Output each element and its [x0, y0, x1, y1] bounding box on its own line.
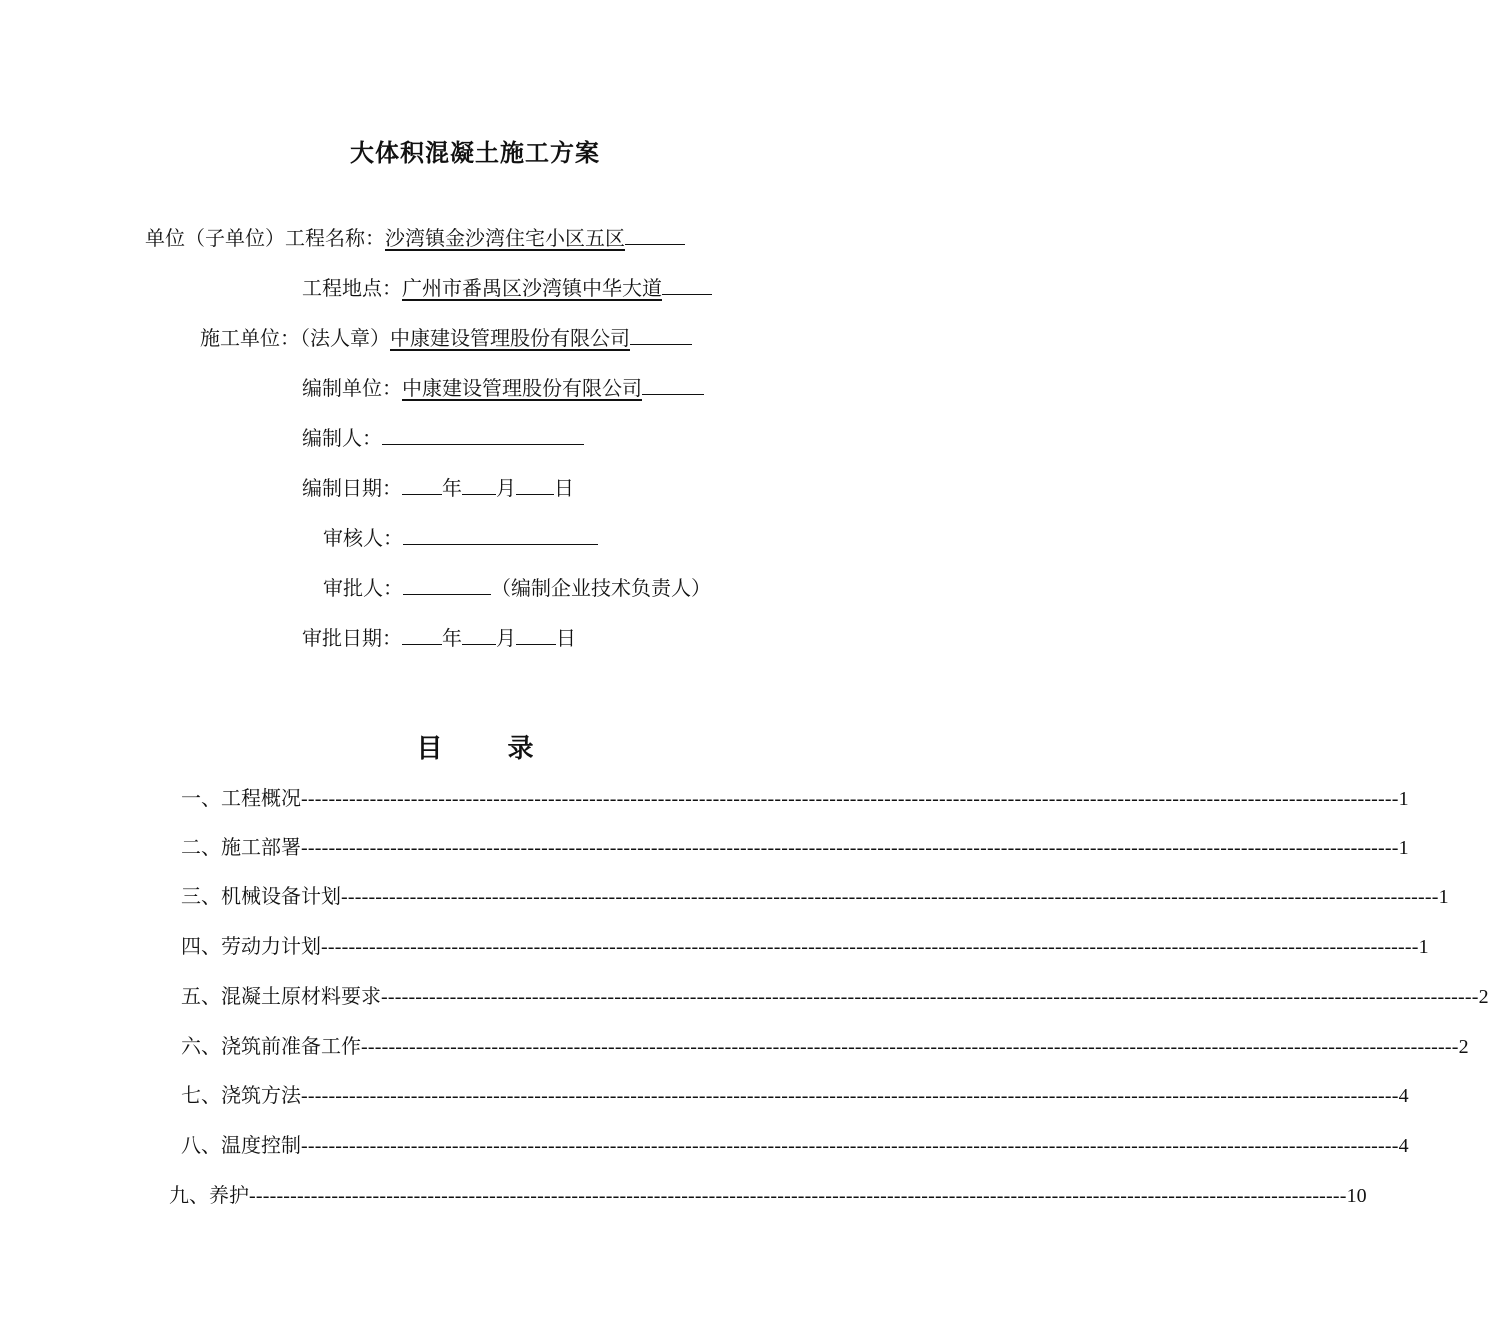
reviewer-label: 审核人：	[323, 526, 403, 550]
project-name-value: 沙湾镇金沙湾住宅小区五区	[385, 226, 625, 250]
toc-item[interactable]	[181, 981, 1489, 1011]
toc-item-page: 2	[1458, 1036, 1469, 1058]
toc-item[interactable]	[169, 1180, 1367, 1210]
compiler-unit-underline	[642, 372, 704, 395]
toc-item-label: 五、混凝土原材料要求	[181, 984, 381, 1008]
builder-underline	[630, 322, 692, 345]
location-value: 广州市番禺区沙湾镇中华大道	[402, 276, 662, 300]
toc-item[interactable]	[181, 832, 1409, 862]
approve-day-label: 日	[556, 626, 576, 650]
toc-item-page: 10	[1346, 1185, 1367, 1207]
builder-value: 中康建设管理股份有限公司	[390, 326, 630, 350]
approver-row	[323, 572, 711, 602]
compiler-row	[302, 422, 584, 452]
toc-item-page: 2	[1478, 986, 1489, 1008]
toc-item-label: 九、养护	[169, 1183, 249, 1207]
toc-item-label: 三、机械设备计划	[181, 884, 341, 908]
toc-item-label: 八、温度控制	[181, 1133, 301, 1157]
toc-item-label: 六、浇筑前准备工作	[181, 1034, 361, 1058]
compile-month-blank[interactable]	[462, 472, 496, 495]
toc-leader: ----------------------------------------------------------------------------------------------------------------------------------------------------------------	[301, 837, 1399, 859]
location-label: 工程地点：	[302, 276, 402, 300]
compiler-unit-value: 中康建设管理股份有限公司	[402, 376, 642, 400]
toc-item[interactable]	[181, 931, 1429, 961]
project-name-row	[145, 222, 685, 252]
toc-title: 目 录	[416, 734, 562, 764]
compile-date-label: 编制日期：	[302, 476, 402, 500]
approve-day-blank[interactable]	[516, 622, 556, 645]
location-underline	[662, 272, 712, 295]
toc-item-page: 1	[1398, 837, 1409, 859]
compiler-unit-row	[302, 372, 704, 402]
approve-year-blank[interactable]	[402, 622, 442, 645]
project-name-underline	[625, 222, 685, 245]
compiler-unit-label: 编制单位：	[302, 376, 402, 400]
approve-year-label: 年	[442, 626, 462, 650]
reviewer-blank[interactable]	[403, 522, 598, 545]
toc-item-label: 四、劳动力计划	[181, 934, 321, 958]
toc-item[interactable]	[181, 881, 1449, 911]
toc-leader: ----------------------------------------------------------------------------------------------------------------------------------------------------------------	[361, 1036, 1459, 1058]
toc-item-page: 1	[1398, 788, 1409, 810]
approve-date-row	[302, 622, 576, 652]
toc-item-label: 二、施工部署	[181, 835, 301, 859]
approver-note: （编制企业技术负责人）	[491, 576, 711, 600]
toc-leader: ----------------------------------------------------------------------------------------------------------------------------------------------------------------	[321, 936, 1419, 958]
toc-item-label: 一、工程概况	[181, 786, 301, 810]
compile-year-label: 年	[442, 476, 462, 500]
toc-leader: ----------------------------------------------------------------------------------------------------------------------------------------------------------------	[341, 886, 1439, 908]
toc-leader: ----------------------------------------------------------------------------------------------------------------------------------------------------------------	[381, 986, 1479, 1008]
compiler-blank[interactable]	[382, 422, 584, 445]
document-title: 大体积混凝土施工方案	[350, 138, 600, 167]
reviewer-row	[323, 522, 598, 552]
toc-item-label: 七、浇筑方法	[181, 1083, 301, 1107]
toc-item-page: 1	[1418, 936, 1429, 958]
compile-day-label: 日	[554, 476, 574, 500]
approver-label: 审批人：	[323, 576, 403, 600]
compile-year-blank[interactable]	[402, 472, 442, 495]
toc-item[interactable]	[181, 1031, 1469, 1061]
compile-month-label: 月	[496, 476, 516, 500]
toc-item[interactable]	[181, 1130, 1409, 1160]
approve-month-blank[interactable]	[462, 622, 496, 645]
builder-row	[200, 322, 692, 352]
toc-leader: ----------------------------------------------------------------------------------------------------------------------------------------------------------------	[301, 1085, 1399, 1107]
compiler-label: 编制人：	[302, 426, 382, 450]
toc-leader: ----------------------------------------------------------------------------------------------------------------------------------------------------------------	[301, 1135, 1399, 1157]
toc-item-page: 4	[1398, 1135, 1409, 1157]
toc-item[interactable]	[181, 783, 1409, 813]
project-name-label: 单位（子单位）工程名称：	[145, 226, 385, 250]
approve-date-label: 审批日期：	[302, 626, 402, 650]
approver-blank[interactable]	[403, 572, 491, 595]
toc-item-page: 1	[1438, 886, 1449, 908]
compile-date-row	[302, 472, 574, 502]
toc-item[interactable]	[181, 1080, 1409, 1110]
compile-day-blank[interactable]	[516, 472, 554, 495]
toc-leader: ----------------------------------------------------------------------------------------------------------------------------------------------------------------	[301, 788, 1399, 810]
approve-month-label: 月	[496, 626, 516, 650]
builder-label: 施工单位：（法人章）	[200, 326, 390, 350]
toc-item-page: 4	[1398, 1085, 1409, 1107]
toc-leader: ----------------------------------------------------------------------------------------------------------------------------------------------------------------	[249, 1185, 1347, 1207]
location-row	[302, 272, 712, 302]
